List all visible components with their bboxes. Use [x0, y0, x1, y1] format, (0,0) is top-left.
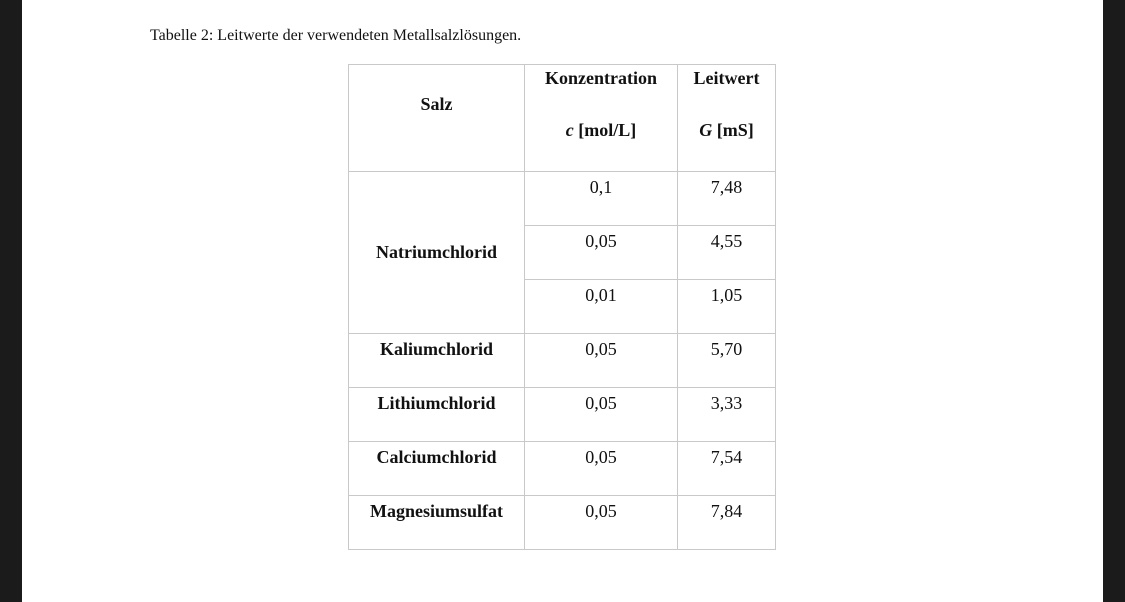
- conductance-value: 7,84: [710, 501, 743, 521]
- concentration-value: 0,1: [589, 177, 613, 197]
- concentration-cell: [525, 280, 678, 334]
- conductance-value: 5,70: [710, 339, 743, 359]
- header-concentration-label: Konzentration: [545, 68, 657, 88]
- conductance-cell: [678, 334, 776, 388]
- concentration-cell: [525, 442, 678, 496]
- concentration-value: 0,05: [585, 231, 617, 251]
- concentration-cell: [525, 334, 678, 388]
- conductance-cell: [678, 172, 776, 226]
- concentration-cell: [525, 496, 678, 550]
- table-row: [349, 172, 776, 226]
- salt-cell: [349, 388, 525, 442]
- table-row: [349, 442, 776, 496]
- concentration-value: 0,05: [585, 339, 617, 359]
- conductance-table: [348, 64, 776, 550]
- header-conductance-unit: [mS]: [716, 120, 754, 140]
- conductance-cell: [678, 496, 776, 550]
- salt-cell: [349, 442, 525, 496]
- salt-cell: [349, 496, 525, 550]
- conductance-cell: [678, 442, 776, 496]
- conductance-value: 7,54: [710, 447, 743, 467]
- conductance-value: 3,33: [710, 393, 743, 413]
- concentration-cell: [525, 388, 678, 442]
- header-concentration-symbol: c: [565, 120, 574, 140]
- table-header-row: [349, 65, 776, 172]
- header-salt-label: Salz: [420, 93, 453, 114]
- header-conductance-symbol: G: [699, 120, 713, 140]
- salt-cell: [349, 172, 525, 334]
- header-conductance: [678, 65, 776, 172]
- concentration-cell: [525, 172, 678, 226]
- header-salt: [349, 65, 525, 172]
- conductance-cell: [678, 388, 776, 442]
- header-concentration: [525, 65, 678, 172]
- concentration-value: 0,05: [585, 393, 617, 413]
- concentration-value: 0,01: [585, 285, 617, 305]
- table-row: [349, 334, 776, 388]
- document-page: [22, 0, 1103, 602]
- salt-name: Calciumchlorid: [376, 447, 497, 467]
- concentration-cell: [525, 226, 678, 280]
- salt-name: Natriumchlorid: [376, 242, 497, 262]
- header-conductance-label: Leitwert: [693, 68, 760, 88]
- table-row: [349, 496, 776, 550]
- conductance-cell: [678, 226, 776, 280]
- table-caption: Tabelle 2: Leitwerte der verwendeten Metallsalzlösungen.: [150, 27, 522, 44]
- salt-name: Lithiumchlorid: [377, 393, 496, 413]
- salt-cell: [349, 334, 525, 388]
- conductance-value: 1,05: [710, 285, 743, 305]
- header-concentration-unit: [mol/L]: [578, 120, 637, 140]
- conductance-cell: [678, 280, 776, 334]
- conductance-value: 4,55: [710, 231, 743, 251]
- conductance-value: 7,48: [710, 177, 743, 197]
- salt-name: Magnesiumsulfat: [369, 501, 503, 521]
- concentration-value: 0,05: [585, 501, 617, 521]
- table-row: [349, 388, 776, 442]
- concentration-value: 0,05: [585, 447, 617, 467]
- salt-name: Kaliumchlorid: [379, 339, 493, 359]
